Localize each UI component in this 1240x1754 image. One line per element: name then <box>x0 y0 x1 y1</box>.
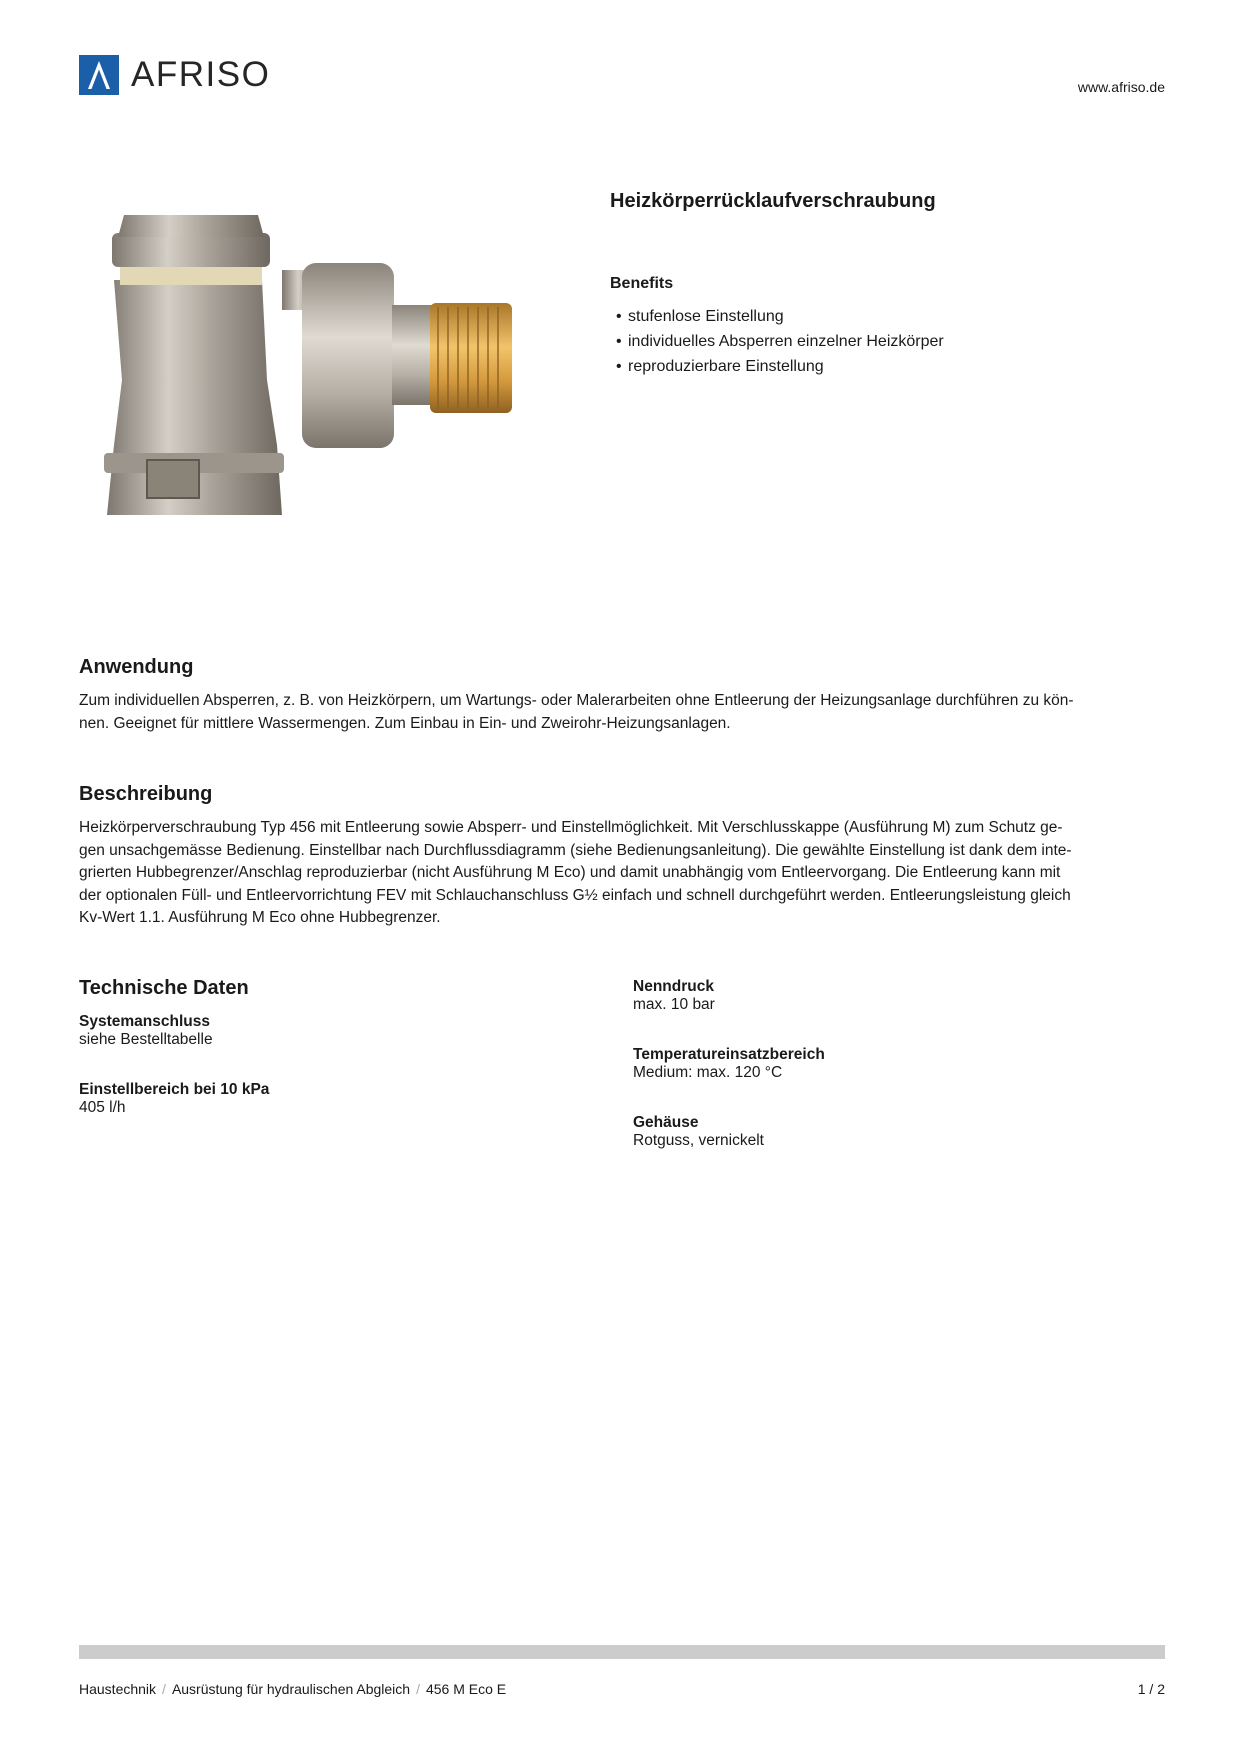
td-value: siehe Bestelltabelle <box>79 1031 213 1048</box>
anwendung-heading: Anwendung <box>79 656 194 678</box>
beschreibung-line: Kv-Wert 1.1. Ausführung M Eco ohne Hubbegrenzer. <box>79 909 441 926</box>
footer-divider-bar <box>79 1645 1165 1659</box>
breadcrumb-separator: / <box>162 1681 166 1697</box>
beschreibung-text <box>79 817 1169 930</box>
beschreibung-heading: Beschreibung <box>79 783 213 805</box>
td-value: 405 l/h <box>79 1099 126 1116</box>
breadcrumb <box>79 1681 506 1697</box>
benefit-item: • individuelles Absperren einzelner Heizkörper <box>610 329 944 354</box>
benefits-heading: Benefits <box>610 275 674 292</box>
td-label: Gehäuse <box>633 1114 699 1131</box>
beschreibung-line: der optionalen Füll- und Entleervorrichtung FEV mit Schlauchanschluss G½ einfach und schnell durchgeführt werden. Entleerungsleistung gleich <box>79 886 1071 904</box>
anwendung-line: nen. Geeignet für mittlere Wassermengen. Zum Einbau in Ein- und Zweirohr-Heizungsanlagen. <box>79 714 731 732</box>
website-link[interactable]: www.afriso.de <box>1077 79 1165 95</box>
td-systemanschluss <box>79 1013 213 1049</box>
td-label: Temperatureinsatzbereich <box>633 1046 825 1063</box>
brand-logo <box>79 55 270 95</box>
td-gehaeuse <box>633 1114 764 1150</box>
td-value: max. 10 bar <box>633 996 715 1013</box>
technische-daten-heading: Technische Daten <box>79 977 249 999</box>
anwendung-text <box>79 690 1169 735</box>
td-value: Medium: max. 120 °C <box>633 1064 783 1081</box>
brand-name: AFRISO <box>131 55 271 94</box>
benefit-item: • stufenlose Einstellung <box>610 304 944 329</box>
breadcrumb-separator: / <box>416 1681 420 1697</box>
page-number: 1 / 2 <box>1137 1681 1165 1697</box>
td-label: Einstellbereich bei 10 kPa <box>79 1081 270 1098</box>
td-temperatur <box>633 1046 825 1082</box>
td-nenndruck <box>633 978 715 1014</box>
product-title: Heizkörperrücklaufverschraubung <box>610 190 936 212</box>
breadcrumb-item-product: 456 M Eco E <box>425 1681 507 1697</box>
benefit-item: • reproduzierbare Einstellung <box>610 354 944 379</box>
td-label: Nenndruck <box>633 978 714 995</box>
td-einstellbereich <box>79 1081 269 1117</box>
anwendung-line: Zum individuellen Absperren, z. B. von Heizkörpern, um Wartungs- oder Malerarbeiten ohne Entleerung der Heizungsanlage durchführen zu kön- <box>79 692 1074 709</box>
beschreibung-line: gen unsachgemässe Bedienung. Einstellbar nach Durchflussdiagramm (siehe Bedienungsanleitung). Die gewählte Einstellung ist dank dem inte- <box>79 841 1072 859</box>
breadcrumb-item-haustechnik[interactable]: Haustechnik <box>79 1681 157 1697</box>
beschreibung-line: grierten Hubbegrenzer/Anschlag reproduzierbar (nicht Ausführung M Eco) und damit unabhängig vom Entleervorgang. Die Entleerung kann mit <box>79 864 1061 881</box>
breadcrumb-item-hydraulischer-abgleich[interactable]: Ausrüstung für hydraulischen Abgleich <box>171 1681 411 1697</box>
product-image <box>92 215 592 565</box>
td-label: Systemanschluss <box>79 1013 210 1030</box>
td-value: Rotguss, vernickelt <box>633 1132 764 1149</box>
afriso-logo-icon <box>79 55 119 95</box>
benefits-list <box>610 304 944 379</box>
beschreibung-line: Heizkörperverschraubung Typ 456 mit Entleerung sowie Absperr- und Einstellmöglichkeit. Mit Verschlusskappe (Ausführung M) zum Schutz ge- <box>79 819 1063 836</box>
